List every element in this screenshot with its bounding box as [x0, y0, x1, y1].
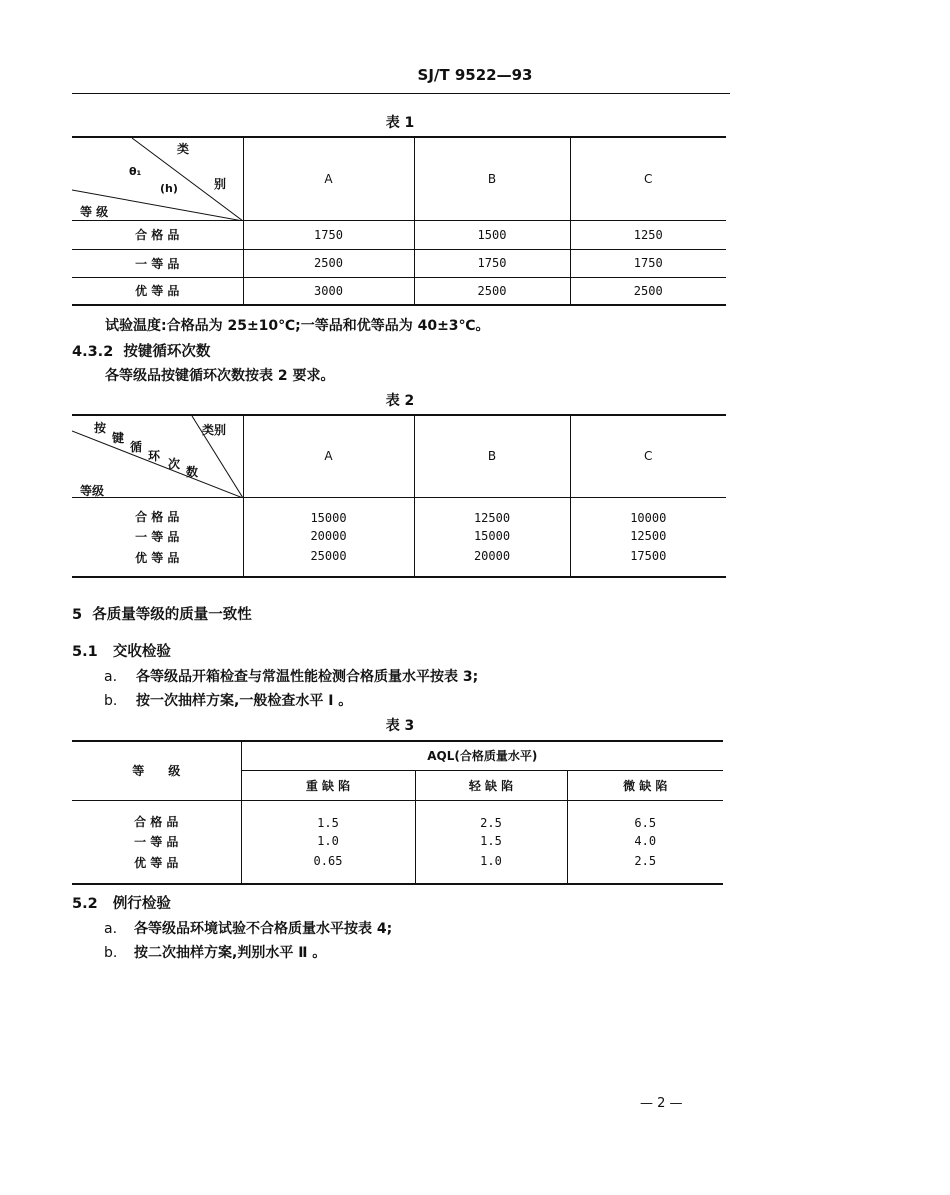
page-number: — 2 — — [640, 1096, 683, 1111]
table1-note: 试验温度:合格品为 25±10℃;一等品和优等品为 40±3℃。 — [105, 318, 490, 334]
table1-cell: 1750 — [243, 220, 414, 249]
table1 — [72, 136, 726, 306]
section-number: 4.3.2 — [72, 344, 114, 360]
table3-cell: 1.5 — [241, 800, 415, 830]
table2-cell: 12500 — [570, 525, 726, 547]
item-text: 按一次抽样方案,一般检查水平 Ⅰ 。 — [136, 693, 353, 709]
table1-cell: 1750 — [570, 249, 726, 277]
section-5-1-heading — [72, 640, 171, 661]
table3-col-major: 重 缺 陷 — [241, 770, 415, 800]
section-5-2-item-b — [104, 942, 326, 962]
table2-cell: 10000 — [570, 497, 726, 525]
table1-cell: 3000 — [243, 277, 414, 305]
header-rule — [72, 93, 730, 94]
table1-corner-type: 类 — [177, 142, 190, 156]
table2-cell: 15000 — [414, 525, 570, 547]
section-number: 5 — [72, 607, 83, 623]
item-mark: a. — [104, 921, 118, 937]
table3-cell: 1.5 — [415, 830, 567, 852]
table2-cell: 17500 — [570, 547, 726, 577]
table3-cell: 6.5 — [567, 800, 723, 830]
table3-row-label: 一 等 品 — [134, 834, 179, 849]
section-title: 按键循环次数 — [123, 344, 211, 360]
table1-corner-theta: θ₁ — [129, 165, 142, 178]
table3-cell: 4.0 — [567, 830, 723, 852]
table1-corner-grade: 等 级 — [80, 205, 109, 219]
table2-row-label: 一 等 品 — [135, 529, 180, 544]
table3-caption: 表 3 — [385, 718, 415, 734]
table2-cell: 15000 — [243, 497, 414, 525]
table1-row-label: 合 格 品 — [72, 220, 243, 249]
section-4-3-2-text: 各等级品按键循环次数按表 2 要求。 — [105, 368, 335, 384]
table2-corner-char: 数 — [186, 465, 199, 479]
table2-corner-category: 类别 — [202, 423, 227, 437]
table1-cell: 1500 — [414, 220, 570, 249]
table1-cell: 2500 — [414, 277, 570, 305]
table1-cell: 2500 — [570, 277, 726, 305]
table3-cell: 2.5 — [567, 852, 723, 884]
table3-col-minor: 轻 缺 陷 — [415, 770, 567, 800]
item-mark: a. — [104, 669, 118, 685]
table3-row-label: 合 格 品 — [72, 800, 241, 830]
table2-cell: 25000 — [243, 547, 414, 577]
table3-cell: 1.0 — [415, 852, 567, 884]
table3-row-label: 优 等 品 — [72, 852, 241, 884]
table1-cell: 1750 — [414, 249, 570, 277]
section-title: 交收检验 — [112, 644, 171, 660]
table1-cell: 1250 — [570, 220, 726, 249]
table3-cell: 1.0 — [241, 830, 415, 852]
section-5-1-item-a — [104, 666, 478, 686]
table2-corner-char: 环 — [148, 449, 161, 463]
table2-cell: 20000 — [414, 547, 570, 577]
table2-cell: 12500 — [414, 497, 570, 525]
table2-row-label: 优 等 品 — [72, 547, 243, 577]
section-5-1-item-b — [104, 690, 352, 710]
table2-corner-char: 循 — [130, 440, 143, 454]
table1-row-label: 一 等 品 — [72, 249, 243, 277]
table2-row-label: 合 格 品 — [72, 497, 243, 525]
table1-col-a: A — [243, 137, 414, 220]
table3-col-slight: 微 缺 陷 — [567, 770, 723, 800]
item-text: 按二次抽样方案,判别水平 Ⅱ 。 — [134, 945, 327, 961]
table2-corner-char: 次 — [168, 457, 181, 471]
table2-corner-grade: 等级 — [80, 484, 105, 498]
table1-corner-cell — [72, 137, 243, 220]
table2-cell: 20000 — [243, 525, 414, 547]
item-mark: b. — [104, 693, 118, 709]
table2-corner-cell — [72, 415, 243, 497]
section-title: 各质量等级的质量一致性 — [92, 607, 252, 623]
table2-caption: 表 2 — [385, 393, 415, 409]
document-number: SJ/T 9522—93 — [417, 66, 533, 84]
table2-corner-char: 键 — [112, 431, 125, 445]
table2-col-a: A — [243, 415, 414, 497]
table3-grade-header: 等 级 — [72, 741, 241, 800]
table3-cell: 2.5 — [415, 800, 567, 830]
section-number: 5.1 — [72, 644, 98, 660]
section-5-2-item-a — [104, 918, 392, 938]
table2-col-c: C — [570, 415, 726, 497]
table3-aql-header: AQL(合格质量水平) — [241, 741, 723, 770]
table3-cell: 0.65 — [241, 852, 415, 884]
section-title: 例行检验 — [112, 896, 171, 912]
table2-corner-char: 按 — [94, 421, 107, 435]
table1-cell: 2500 — [243, 249, 414, 277]
section-4-3-2-heading — [72, 340, 210, 361]
table3 — [72, 740, 723, 885]
section-number: 5.2 — [72, 896, 98, 912]
section-5-2-heading — [72, 892, 171, 913]
table1-col-c: C — [570, 137, 726, 220]
table1-corner-category: 别 — [214, 177, 227, 191]
item-text: 各等级品开箱检查与常温性能检测合格质量水平按表 3; — [136, 669, 479, 685]
item-text: 各等级品环境试验不合格质量水平按表 4; — [134, 921, 393, 937]
table1-col-b: B — [414, 137, 570, 220]
table2 — [72, 414, 726, 578]
table1-corner-unit: (h) — [160, 182, 178, 195]
section-5-heading — [72, 603, 252, 624]
table1-row-label: 优 等 品 — [72, 277, 243, 305]
item-mark: b. — [104, 945, 118, 961]
table1-caption: 表 1 — [385, 115, 415, 131]
table2-col-b: B — [414, 415, 570, 497]
